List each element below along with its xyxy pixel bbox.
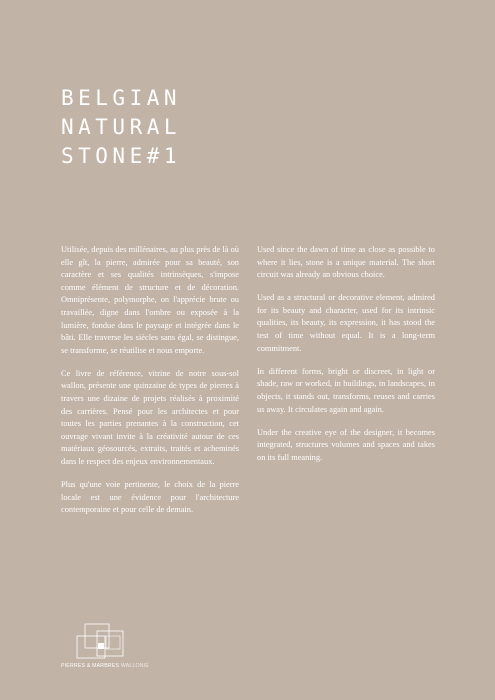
logo-wordmark bbox=[61, 663, 149, 669]
french-paragraph-3: Plus qu'une voie pertinente, le choix de la pierre locale est une évidence pour l'architecture contemporaine et pour celle de demain. bbox=[61, 480, 239, 515]
title-line-3: STONE#1 bbox=[61, 144, 182, 168]
title-line-2: NATURAL bbox=[61, 115, 182, 139]
english-paragraph-2: Used as a structural or decorative element, admired for its beauty and character, used for its intrinsic qualities, its beauty, its expression, it has stood the test of time without equal. It is a long-term commitment. bbox=[257, 293, 435, 353]
english-text-column bbox=[257, 244, 435, 475]
english-paragraph-1: Used since the dawn of time as close as possible to where it lies, stone is a unique material. The short circuit was already an obvious choice. bbox=[257, 245, 435, 280]
logo-name: PIERRES & MARBRES bbox=[61, 663, 120, 669]
title-line-1: BELGIAN bbox=[61, 86, 182, 110]
french-text-column bbox=[61, 244, 239, 527]
english-paragraph-3: In different forms, bright or discreet, in light or shade, raw or worked, in buildings, in landscapes, in objects, it stands out, transforms, reuses and carries us away. It circulates again and again. bbox=[257, 366, 435, 414]
french-paragraph-1: Utilisée, depuis des millénaires, au plus près de là où elle gît, la pierre, admirée pour sa beauté, son caractère et ses qualités intrinsèques, s'impose comme élément de structure et de décoration. Omniprésente, polymorphe, on l'apprécie brute ou travaillée, digne dans l'ombre ou exposée à la lumière, fondue dans le paysage et intégrée dans le bâti. Elle traverse les siècles sans égal, se distingue, se transforme, se réutilise et nous emporte. bbox=[61, 245, 239, 355]
page-title bbox=[61, 84, 181, 171]
stacked-squares-icon bbox=[75, 622, 137, 660]
logo-region: WALLONIE bbox=[120, 663, 150, 669]
publisher-logo bbox=[61, 622, 151, 672]
english-paragraph-4: Under the creative eye of the designer, it becomes integrated, structures volumes and spaces and takes on its full meaning. bbox=[257, 427, 435, 462]
french-paragraph-2: Ce livre de référence, vitrine de notre sous-sol wallon, présente une quinzaine de types de pierres à travers une dizaine de projets réalisés à proximité des carrières. Pensé pour les architectes et pour toutes les parties prenantes à la construction, cet ouvrage vivant invite à la créativité autour de ces matériaux géosourcés, extraits, traités et acheminés dans le respect des enjeux environnementaux. bbox=[61, 368, 239, 466]
